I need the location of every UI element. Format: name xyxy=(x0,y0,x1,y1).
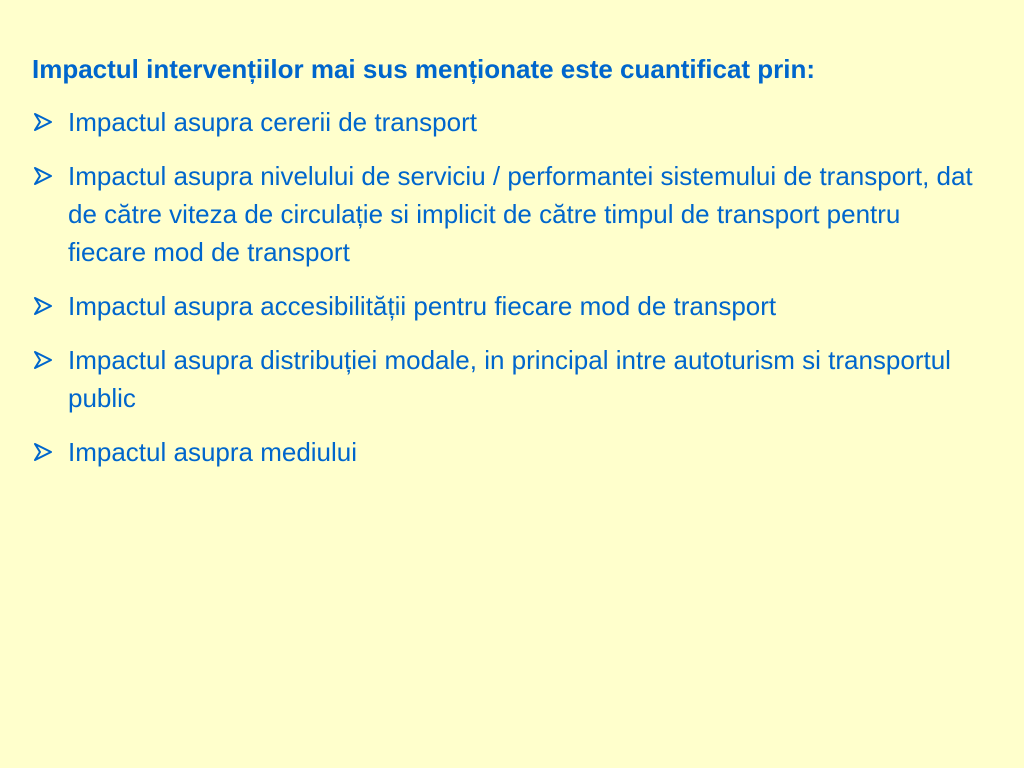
list-item xyxy=(30,341,984,417)
list-item xyxy=(30,287,984,325)
list-item-text: Impactul asupra cererii de transport xyxy=(68,107,477,137)
list-item-text: Impactul asupra accesibilității pentru fiecare mod de transport xyxy=(68,291,777,321)
arrow-bullet-icon xyxy=(32,113,54,131)
list-item xyxy=(30,103,984,141)
bullet-list xyxy=(30,103,984,471)
list-item-text: Impactul asupra nivelului de serviciu / performantei sistemului de transport, dat de către viteza de circulație si implicit de către timpul de transport pentru fiecare mod de transport xyxy=(68,161,973,267)
list-item xyxy=(30,433,984,471)
arrow-bullet-icon xyxy=(32,443,54,461)
arrow-bullet-icon xyxy=(32,351,54,369)
list-item-text: Impactul asupra mediului xyxy=(68,437,358,467)
list-item xyxy=(30,157,984,271)
list-item-text: Impactul asupra distribuției modale, in principal intre autoturism si transportul public xyxy=(68,345,951,413)
arrow-bullet-icon xyxy=(32,297,54,315)
slide-heading: Impactul intervențiilor mai sus menționate este cuantificat prin: xyxy=(32,54,816,84)
arrow-bullet-icon xyxy=(32,167,54,185)
